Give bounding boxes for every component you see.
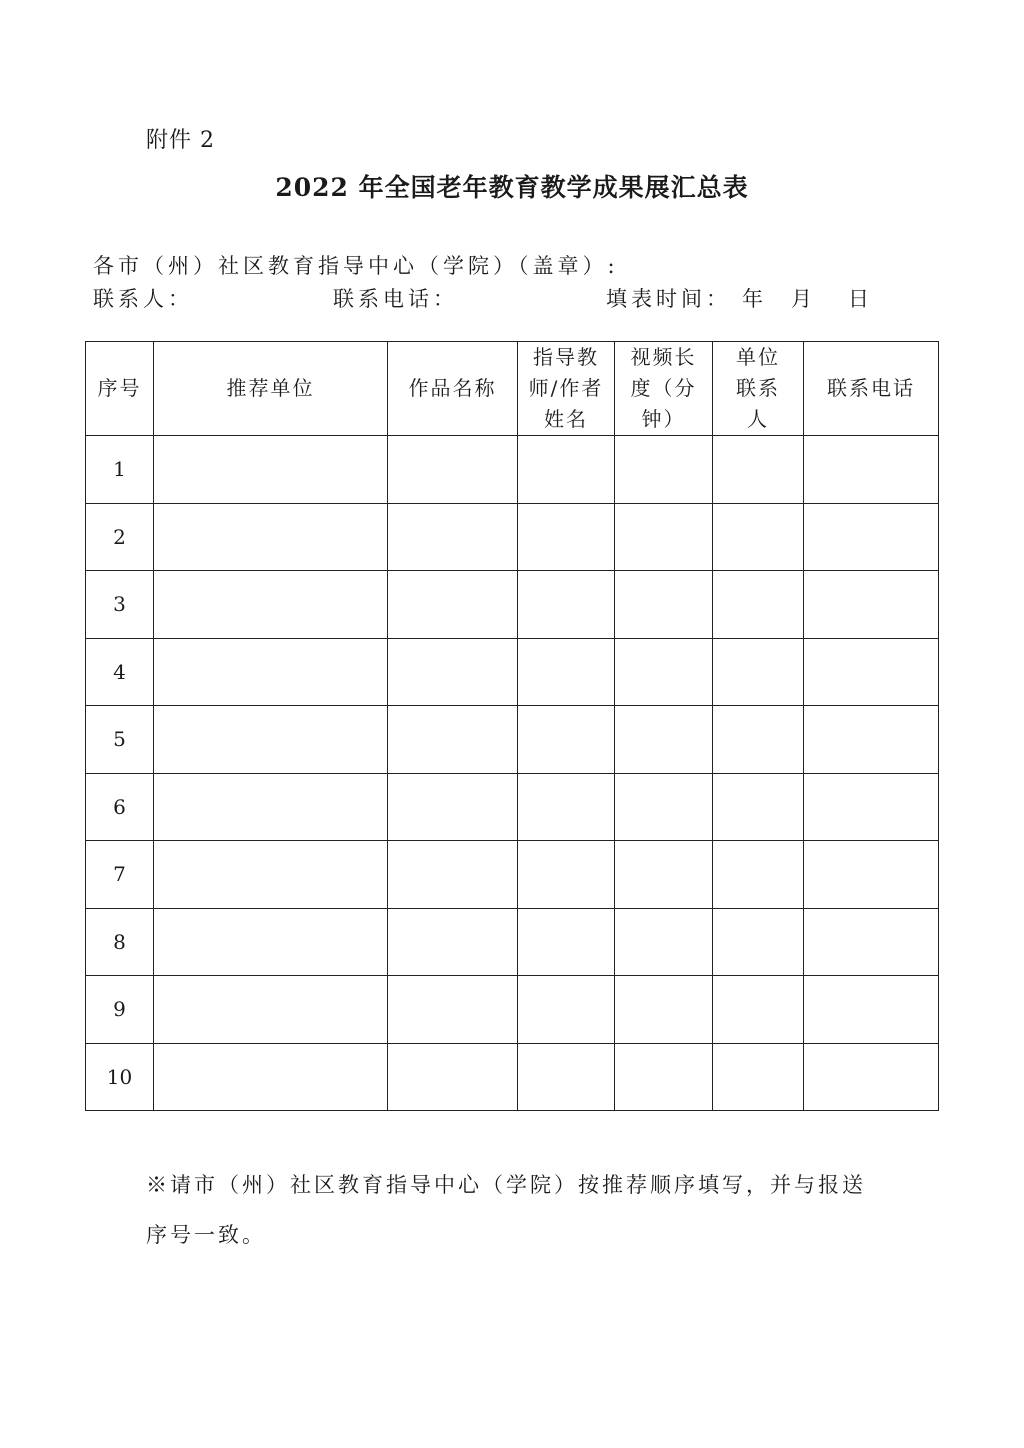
- cell-work-name[interactable]: [388, 638, 518, 706]
- cell-work-name[interactable]: [388, 706, 518, 774]
- row-index: 9: [86, 976, 154, 1044]
- cell-recommending-unit[interactable]: [154, 908, 388, 976]
- cell-work-name[interactable]: [388, 976, 518, 1044]
- cell-contact-phone[interactable]: [804, 503, 939, 571]
- row-index: 5: [86, 706, 154, 774]
- month-label: 月: [791, 287, 812, 311]
- cell-video-length[interactable]: [615, 436, 713, 504]
- cell-contact-phone[interactable]: [804, 841, 939, 909]
- cell-work-name[interactable]: [388, 436, 518, 504]
- row-index: 3: [86, 571, 154, 639]
- cell-unit-contact[interactable]: [713, 1043, 804, 1111]
- header-contact-phone: 联系电话: [804, 342, 939, 436]
- table-header-row: [86, 342, 939, 436]
- cell-video-length[interactable]: [615, 976, 713, 1044]
- cell-recommending-unit[interactable]: [154, 638, 388, 706]
- cell-video-length[interactable]: [615, 638, 713, 706]
- attachment-label: 附件 2: [146, 128, 215, 153]
- table-row: [86, 503, 939, 571]
- row-index: 6: [86, 773, 154, 841]
- table-row: [86, 1043, 939, 1111]
- cell-teacher-author[interactable]: [518, 436, 615, 504]
- cell-unit-contact[interactable]: [713, 908, 804, 976]
- cell-video-length[interactable]: [615, 773, 713, 841]
- cell-teacher-author[interactable]: [518, 976, 615, 1044]
- cell-work-name[interactable]: [388, 908, 518, 976]
- fill-date: [742, 283, 869, 313]
- cell-video-length[interactable]: [615, 908, 713, 976]
- cell-contact-phone[interactable]: [804, 976, 939, 1044]
- cell-video-length[interactable]: [615, 503, 713, 571]
- table-row: [86, 976, 939, 1044]
- cell-teacher-author[interactable]: [518, 841, 615, 909]
- cell-teacher-author[interactable]: [518, 908, 615, 976]
- cell-unit-contact[interactable]: [713, 436, 804, 504]
- header-recommending-unit: 推荐单位: [154, 342, 388, 436]
- cell-work-name[interactable]: [388, 503, 518, 571]
- header-unit-contact: 单位联系人: [713, 342, 804, 436]
- day-label: 日: [848, 287, 869, 311]
- row-index: 4: [86, 638, 154, 706]
- cell-unit-contact[interactable]: [713, 841, 804, 909]
- cell-unit-contact[interactable]: [713, 571, 804, 639]
- cell-teacher-author[interactable]: [518, 571, 615, 639]
- year-label: 年: [742, 287, 763, 311]
- cell-work-name[interactable]: [388, 841, 518, 909]
- table-row: [86, 638, 939, 706]
- table-row: [86, 571, 939, 639]
- cell-contact-phone[interactable]: [804, 1043, 939, 1111]
- cell-video-length[interactable]: [615, 841, 713, 909]
- cell-recommending-unit[interactable]: [154, 706, 388, 774]
- cell-unit-contact[interactable]: [713, 503, 804, 571]
- cell-work-name[interactable]: [388, 1043, 518, 1111]
- cell-work-name[interactable]: [388, 773, 518, 841]
- table-row: [86, 436, 939, 504]
- header-video-length: 视频长度（分钟）: [615, 342, 713, 436]
- cell-recommending-unit[interactable]: [154, 1043, 388, 1111]
- organization-field-label: 各市（州）社区教育指导中心（学院）（盖章）:: [93, 254, 619, 278]
- cell-contact-phone[interactable]: [804, 571, 939, 639]
- fill-time-label: 填表时间：: [606, 287, 731, 311]
- cell-contact-phone[interactable]: [804, 706, 939, 774]
- table-row: [86, 908, 939, 976]
- cell-teacher-author[interactable]: [518, 773, 615, 841]
- cell-contact-phone[interactable]: [804, 908, 939, 976]
- cell-video-length[interactable]: [615, 706, 713, 774]
- cell-teacher-author[interactable]: [518, 503, 615, 571]
- row-index: 7: [86, 841, 154, 909]
- table-row: [86, 706, 939, 774]
- row-index: 2: [86, 503, 154, 571]
- cell-recommending-unit[interactable]: [154, 503, 388, 571]
- cell-unit-contact[interactable]: [713, 976, 804, 1044]
- contact-phone-label: 联系电话：: [333, 287, 458, 311]
- header-work-name: 作品名称: [388, 342, 518, 436]
- cell-teacher-author[interactable]: [518, 638, 615, 706]
- cell-video-length[interactable]: [615, 571, 713, 639]
- header-index: 序号: [86, 342, 154, 436]
- cell-recommending-unit[interactable]: [154, 571, 388, 639]
- cell-unit-contact[interactable]: [713, 773, 804, 841]
- header-teacher-author: 指导教师/作者姓名: [518, 342, 615, 436]
- contact-person-label: 联系人：: [93, 287, 193, 311]
- cell-unit-contact[interactable]: [713, 706, 804, 774]
- cell-recommending-unit[interactable]: [154, 436, 388, 504]
- cell-work-name[interactable]: [388, 571, 518, 639]
- cell-teacher-author[interactable]: [518, 1043, 615, 1111]
- row-index: 10: [86, 1043, 154, 1111]
- cell-unit-contact[interactable]: [713, 638, 804, 706]
- cell-video-length[interactable]: [615, 1043, 713, 1111]
- table-row: [86, 841, 939, 909]
- page-title: 2022 年全国老年教育教学成果展汇总表: [275, 173, 749, 202]
- footnote: ※请市（州）社区教育指导中心（学院）按推荐顺序填写，并与报送序号一致。: [146, 1173, 866, 1247]
- cell-teacher-author[interactable]: [518, 706, 615, 774]
- cell-recommending-unit[interactable]: [154, 976, 388, 1044]
- row-index: 1: [86, 436, 154, 504]
- cell-contact-phone[interactable]: [804, 436, 939, 504]
- row-index: 8: [86, 908, 154, 976]
- cell-contact-phone[interactable]: [804, 638, 939, 706]
- cell-recommending-unit[interactable]: [154, 773, 388, 841]
- cell-contact-phone[interactable]: [804, 773, 939, 841]
- cell-recommending-unit[interactable]: [154, 841, 388, 909]
- table-row: [86, 773, 939, 841]
- summary-table: [85, 341, 939, 1111]
